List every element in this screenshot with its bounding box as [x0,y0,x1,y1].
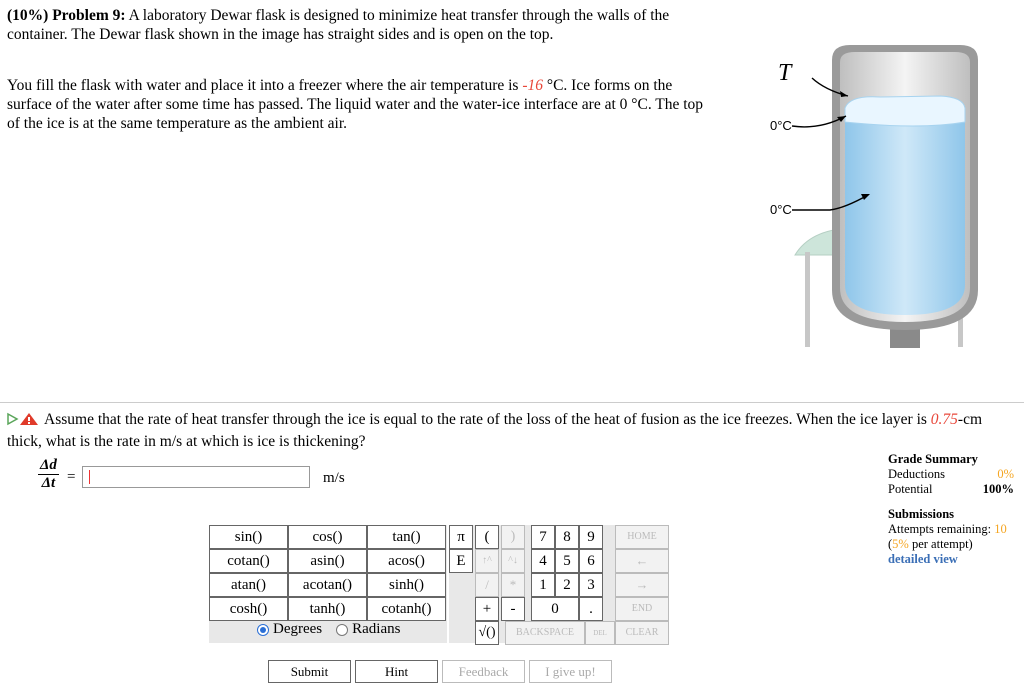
angle-unit-selector [257,621,400,638]
question-body-1: Assume that the rate of heat transfer through the ice is equal to the rate of the loss of the heat of fusion as the ice freezes. When the ice layer is [44,411,927,428]
answer-lhs [38,457,59,492]
key-dot[interactable]: . [579,597,603,621]
key-pi[interactable]: π [449,525,473,549]
key-minus[interactable]: - [501,597,525,621]
key-clear[interactable]: CLEAR [615,621,669,645]
question-body-2: -cm thick, what is the rate in m/s at which is ice is thickening? [7,411,983,450]
key-tan[interactable]: tan() [367,525,446,549]
label-T: T [778,60,792,86]
key-asin[interactable]: asin() [288,549,367,573]
label-0c-top: 0°C [770,118,792,133]
question-text [7,410,1017,452]
liquid-water [845,110,965,315]
key-cotan[interactable]: cotan() [209,549,288,573]
degrees-radio[interactable] [257,624,269,636]
key-open-paren[interactable]: ( [475,525,499,549]
key-e[interactable]: E [449,549,473,573]
question-icons [7,412,41,432]
key-0[interactable]: 0 [531,597,579,621]
problem-body [7,76,707,133]
key-5[interactable]: 5 [555,549,579,573]
answer-input[interactable] [82,466,310,488]
key-tanh[interactable]: tanh() [288,597,367,621]
key-up[interactable]: ↑^ [475,549,499,573]
key-acotan[interactable]: acotan() [288,573,367,597]
ice-thickness: 0.75 [930,411,958,428]
lhs-denominator: Δt [41,475,56,491]
key-close-paren[interactable]: ) [501,525,525,549]
key-right[interactable]: → [615,573,669,597]
key-star[interactable]: * [501,573,525,597]
deductions-label: Deductions [888,467,945,481]
key-2[interactable]: 2 [555,573,579,597]
potential-value: 100% [982,482,1014,496]
key-3[interactable]: 3 [579,573,603,597]
deductions-value: 0% [997,467,1014,481]
key-cosh[interactable]: cosh() [209,597,288,621]
key-atan[interactable]: atan() [209,573,288,597]
give-up-button[interactable]: I give up! [529,660,612,683]
key-4[interactable]: 4 [531,549,555,573]
key-acos[interactable]: acos() [367,549,446,573]
key-cos[interactable]: cos() [288,525,367,549]
answer-unit: m/s [323,470,345,486]
radians-label: Radians [352,621,401,637]
label-0c-bottom: 0°C [770,202,792,217]
per-attempt-text: per attempt) [911,537,973,551]
hint-button[interactable]: Hint [355,660,438,683]
key-plus[interactable]: + [475,597,499,621]
key-backspace[interactable]: BACKSPACE [505,621,585,645]
key-cotanh[interactable]: cotanh() [367,597,446,621]
degrees-label: Degrees [273,621,323,637]
ice-layer [845,96,965,126]
text-caret [89,470,90,484]
radians-radio[interactable] [336,624,348,636]
detailed-view-link[interactable]: detailed view [888,552,958,566]
per-attempt-pct: 5% [892,537,909,551]
key-end[interactable]: END [615,597,669,621]
key-home[interactable]: HOME [615,525,669,549]
problem-intro [7,6,707,44]
key-sinh[interactable]: sinh() [367,573,446,597]
submissions-title: Submissions [888,507,955,521]
lhs-numerator: Δd [40,457,57,473]
equals-sign: = [67,469,76,485]
grade-title: Grade Summary [888,452,978,466]
dewar-flask-figure [750,40,980,360]
feedback-button[interactable]: Feedback [442,660,525,683]
key-down[interactable]: ^↓ [501,549,525,573]
key-left[interactable]: ← [615,549,669,573]
key-sqrt[interactable]: √() [475,621,499,645]
problem-header: (10%) Problem 9: [7,7,126,24]
paren-open: ( [888,537,893,551]
key-8[interactable]: 8 [555,525,579,549]
key-del[interactable]: DEL [585,621,615,645]
intro-text: A laboratory Dewar flask is designed to minimize heat transfer through the walls of the container. The Dewar flask shown in the image has straight sides and is open on the top. [7,7,670,43]
air-temperature: -16 [522,77,543,94]
key-sin[interactable]: sin() [209,525,288,549]
play-icon[interactable] [8,414,17,424]
deductions-row [888,467,1014,482]
attempts-label: Attempts remaining: [888,522,992,536]
key-1[interactable]: 1 [531,573,555,597]
key-7[interactable]: 7 [531,525,555,549]
grade-summary [888,452,1014,567]
attempts-value: 10 [994,522,1007,536]
attempts-row [888,522,1014,537]
per-attempt-row [888,537,1014,552]
key-9[interactable]: 9 [579,525,603,549]
potential-label: Potential [888,482,933,496]
key-6[interactable]: 6 [579,549,603,573]
body-text-2: °C. Ice forms on the surface of the water after some time has passed. The liquid water and the water-ice interface are at 0 °C. The top of the ice is at the same temperature as the ambient air. [7,77,704,132]
submit-button[interactable]: Submit [268,660,351,683]
body-text-1: You fill the flask with water and place it into a freezer where the air temperature is [7,77,519,94]
potential-row [888,482,1014,497]
key-slash[interactable]: / [475,573,499,597]
